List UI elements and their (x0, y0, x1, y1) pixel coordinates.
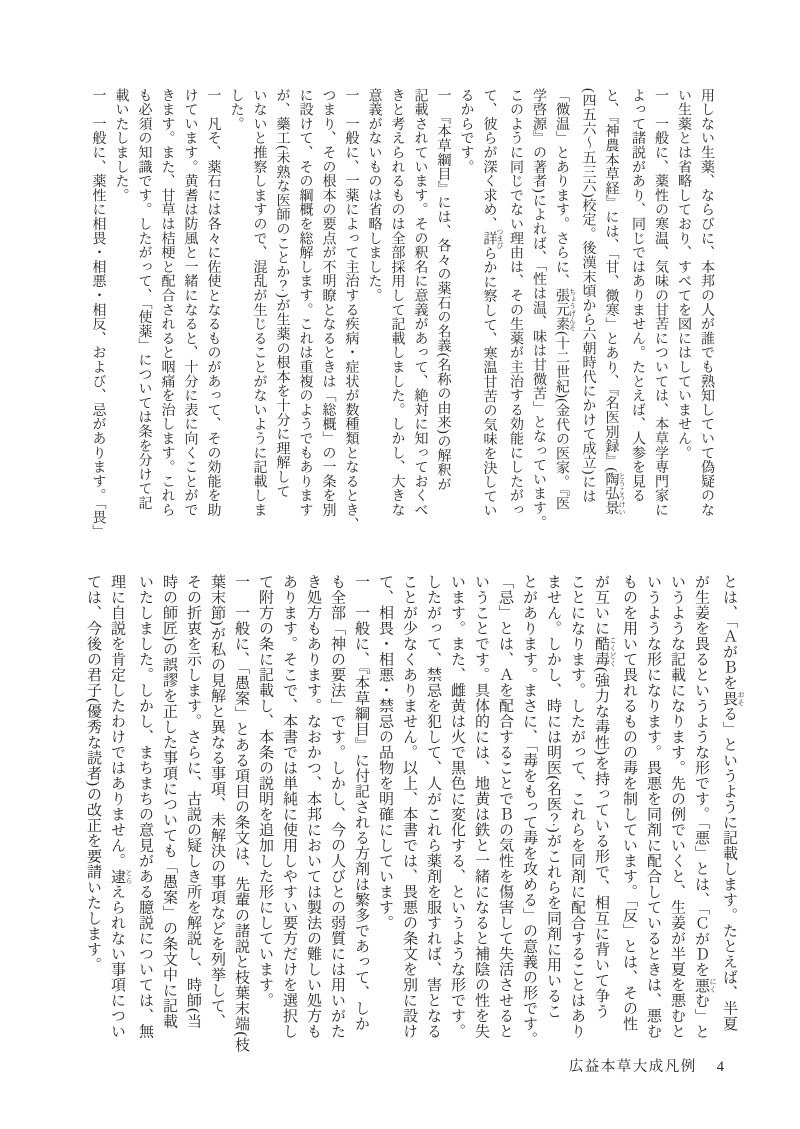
text-line: よって諸説があり、同じではありません。たとえば、人参を見る (630, 88, 645, 503)
text-line: した。 (228, 88, 244, 131)
text-line: 一 一般に、「愚案」とある項目の条文は、先輩の諸説と枝葉末端(枝 (233, 574, 249, 1053)
text-line: 一 一般に、薬性に相畏・相悪・相反、および、忌があります。「畏」 (90, 88, 106, 539)
text-line: るからです。 (458, 88, 474, 174)
text-line: が互いに酷毒 こくどく(強力な毒性)を持っている形で、相互に背いて争う (593, 574, 617, 1019)
text-line: 時の師匠)の誤謬を正した事項についても「愚案」の条文中に記載 (161, 574, 177, 1029)
text-line: けています。黄耆は防風と一緒になると、十分に表に向くことがで (182, 88, 198, 517)
text-line: と、『神農本草経』には、「甘、微寒」とあり、『名医別録』(陶弘景 とうこうけい (603, 88, 626, 516)
text-line: て、相畏・相悪・禁忌の品物を明確にしています。 (377, 574, 393, 931)
text-line: このように同じでない理由は、その生薬が主治する効能にしたがっ (508, 88, 523, 517)
text-line: きと考えられるものは全部採用して記載しました。しかし、大きな (389, 88, 405, 517)
text-line: て、彼らが深く求め、詳 つまびらかに察して、寒温甘苦の気味を決してい (481, 88, 504, 518)
text-line: 一 『本草綱目』には、各々の薬石の名義(名称の由来)の解釈が (435, 88, 451, 492)
text-line: ては、今後の君子(優秀な読者)の改正を要請いたします。 (85, 574, 101, 973)
text-line: 一 一般に、薬性の寒温、気味の甘苦については、本草学専門家に (653, 88, 668, 517)
text-line: が生姜を畏るというような形です。「悪」とは、「ＣがＤを悪 にくむ」と (693, 574, 717, 1040)
upper-text-block (87, 88, 719, 539)
page-footer (569, 1055, 724, 1076)
text-line: 「微温」とあります。さらに、張元素 ちょうげんそ(十二世紀)(金代の医家。『医 (554, 88, 577, 511)
text-line: 用しない生薬、ならびに、本邦の人が誰でも熟知していて偽疑のな (699, 88, 714, 517)
ruby-annotated-word: 畏 おそ (721, 690, 745, 706)
text-line: いうことです。具体的には、地黄は鉄と一緒になると補陰の性を失 (473, 574, 489, 1039)
text-line: い生薬とは省略しており、すべてを図にはしていません。 (676, 88, 691, 460)
text-line: あります。そこで、本書では単純に使用しやすい要方だけを選択し (281, 574, 297, 1039)
ruby-annotated-word: 逮 とら (109, 868, 133, 884)
text-line: ことが少なくありません。以上、本書では、畏悪の条文を別に設け (401, 574, 417, 1039)
text-line: (四五六〜五三六)校定。後漢末頃から六朝時代にかけて成立)には (580, 88, 596, 504)
text-line: 記載されています。その釈名に意義があって、絶対に知っておくべ (412, 88, 428, 517)
text-line: に設けて、その綱概を総解します。これは重複のようでもあります (297, 88, 313, 517)
footer-book-title: 広益本草大成凡例 (568, 1059, 697, 1075)
ruby-annotated-word: 陶弘景 とうこうけい (603, 472, 626, 516)
text-line: て附方の条に記載し、本条の説明を追加した形にしています。 (257, 574, 273, 1008)
text-line: ことになります。したがって、これらを同剤に配合することはあり (569, 574, 585, 1039)
text-line: き処方もあります。なおかつ、本邦においては製法の難しい処方も (305, 574, 321, 1039)
text-line: 理に自説を肯定したわけではありません。逮 とらえられない事項につい (109, 574, 133, 1039)
ruby-annotated-word: 張元素 ちょうげんそ (554, 288, 577, 332)
text-line: 載いたしました。 (113, 88, 129, 203)
text-line: ものを用いて畏れるものの毒を制しています。「反」とは、その性 (621, 574, 637, 1032)
text-line: 意義がないものは省略しました。 (366, 88, 382, 303)
ruby-annotated-word: 酷毒 こくどく (593, 636, 617, 667)
text-line: いうような記載になります。先の例でいくと、生姜が半夏を悪むと (669, 574, 685, 1039)
ruby-annotated-word: 悪 にく (693, 977, 717, 993)
text-line: が、藥工(未熟な医師のことか？)が生薬の根本を十分に理解して (274, 88, 290, 499)
text-line: 「忌」とは、Ａを配合することでＢの気性を傷害して失活させると (497, 574, 513, 1039)
text-line: 一 一般に、一薬によって主治する疾病・症状が数種類となるとき、 (343, 88, 359, 532)
text-line: したがって、禁忌を犯して、人がこれら薬剤を服すれば、害となる (425, 574, 441, 1039)
text-line: つまり、その根本の要点が不明瞭となるときは「総概」の一条を別 (320, 88, 336, 517)
text-line: とがあります。まさに、「毒をもって毒を攻める」の意義の形です。 (521, 574, 537, 1047)
text-line: その折衷を示します。さらに、古説の疑しき所を解説し、時師(当 (185, 574, 201, 1029)
text-line: 葉末節)が私の見解と異なる事項、未解決の事項などを列挙して、 (209, 574, 225, 1029)
footer-page-number: 4 (716, 1059, 724, 1075)
text-line: 学啓源』の著者)によれば、「性は温、味は甘微苦」となっています。 (531, 88, 546, 530)
text-line: も必須の知識です。したがって、「使薬」については条を分けて記 (136, 88, 152, 510)
text-line: いないと推察しますので、混乱が生じることがないように記載しま (251, 88, 267, 517)
text-line: いたしました。しかし、まちまちの意見がある臆説については、無 (137, 574, 153, 1039)
text-line: いうような形になります。畏悪を同剤に配合しているときは、悪む (645, 574, 661, 1039)
text-line: 一 一般に、『本草綱目』に付記される方剤は繁多であって、しか (353, 574, 369, 1032)
ruby-annotated-word: 詳 つまび (481, 228, 504, 249)
text-line: も全部「神の要法」です。しかし、今の人びとの弱質には用いがた (329, 574, 345, 1039)
text-line: 一 凡そ、薬石には各々に佐使となるものがあって、その効能を助 (205, 88, 221, 517)
text-line: ません。しかし、時には明医(名医？)がこれらを同剤に用いるこ (545, 574, 561, 1019)
text-line: います。また、雌黄は火で黒色に変化する、というような形です。 (449, 574, 465, 1039)
lower-text-block (81, 574, 745, 1053)
text-line: きます。また、甘草は桔梗と配合されると咽痛を治します。これら (159, 88, 175, 517)
text-line: とは、「ＡがＢを畏 おそる」というように記載します。たとえば、半夏 (721, 574, 745, 1032)
